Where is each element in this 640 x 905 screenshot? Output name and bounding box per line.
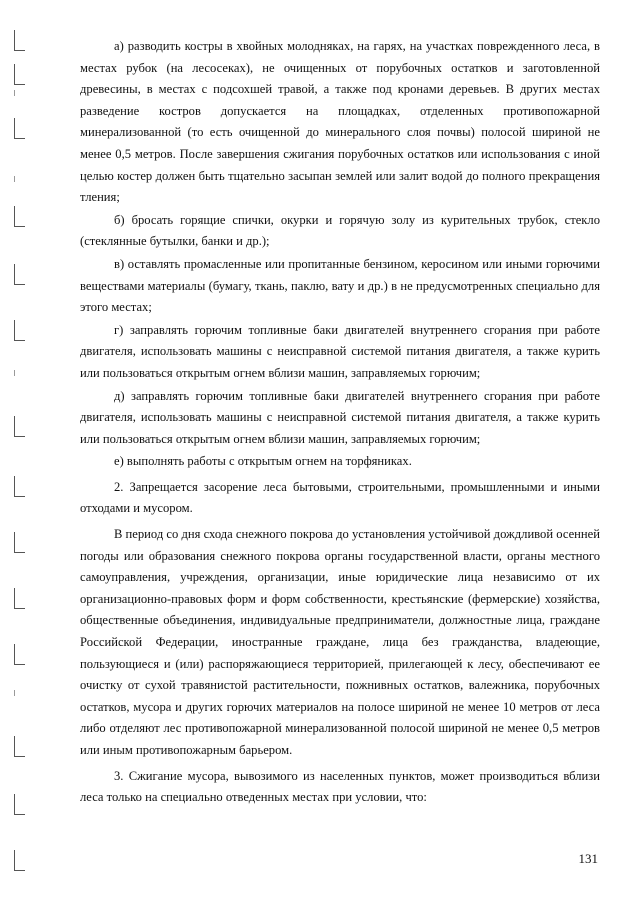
binding-mark: [14, 736, 25, 757]
page-number: 131: [578, 851, 598, 866]
binding-mark: [14, 588, 25, 609]
binding-mark: [14, 206, 25, 227]
binding-mark: [14, 264, 25, 285]
binding-margin: [6, 20, 26, 880]
binding-mark: [14, 690, 21, 696]
document-body: [80, 36, 600, 809]
paragraph-e: е) выполнять работы с открытым огнем на торфяниках.: [114, 454, 412, 469]
paragraph-3: 3. Сжигание мусора, вывозимого из населенных пунктов, может производиться вблизи леса только на специально отведенных местах при условии, что:: [80, 768, 600, 805]
binding-mark: [14, 90, 21, 96]
binding-mark: [14, 850, 25, 871]
paragraph-g: г) заправлять горючим топливные баки двигателей внутреннего сгорания при работе двигателя, использовать машины с неисправной системой питания двигателя, а также курить или пользоваться открытым огнем вблизи машин, заправляемых горючим;: [80, 322, 600, 380]
binding-mark: [14, 118, 25, 139]
paragraph-period: В период со дня схода снежного покрова до установления устойчивой дождливой осенней погоды или образования снежного покрова органы государственной власти, органы местного самоуправления, учреждения, организации, иные юридические лица независимо от их организационно-правовых форм и форм собственности, крестьянские (фермерские) хозяйства, общественные объединения, индивидуальные предприниматели, должностные лица, граждане Российской Федерации, иностранные граждане, лица без гражданства, владеющие, пользующиеся и (или) распоряжающиеся территорией, прилегающей к лесу, обеспечивают ее очистку от сухой травянистой растительности, пожнивных остатков, валежника, порубочных остатков, мусора и других горючих материалов на полосе шириной не менее 10 метров от леса либо отделяют лес противопожарной минерализованной полосой шириной не менее 0,5 метров или иным противопожарным барьером.: [80, 527, 600, 757]
binding-mark: [14, 370, 21, 376]
binding-mark: [14, 176, 21, 182]
paragraph-d: д) заправлять горючим топливные баки двигателей внутреннего сгорания при работе двигателя, использовать машины с неисправной системой питания двигателя, а также курить или пользоваться открытым огнем вблизи машин, заправляемых горючим;: [80, 388, 600, 446]
paragraph-a: а) разводить костры в хвойных молодняках, на гарях, на участках поврежденного леса, в местах рубок (на лесосеках), не очищенных от порубочных остатков и заготовленной древесины, в местах с подсохшей травой, а также под кронами деревьев. В других местах разведение костров допускается на площадках, отделенных противопожарной минерализованной (то есть очищенной до минерального слоя почвы) полосой шириной не менее 0,5 метров. После завершения сжигания порубочных остатков или использования с иной целью костер должен быть тщательно засыпан землей или залит водой до полного прекращения тления;: [80, 39, 600, 205]
binding-mark: [14, 320, 25, 341]
binding-mark: [14, 64, 25, 85]
paragraph-b: б) бросать горящие спички, окурки и горячую золу из курительных трубок, стекло (стеклянные бутылки, банки и др.);: [80, 212, 600, 249]
binding-mark: [14, 30, 25, 51]
binding-mark: [14, 644, 25, 665]
binding-mark: [14, 416, 25, 437]
paragraph-v: в) оставлять промасленные или пропитанные бензином, керосином или иными горючими веществами материалы (бумагу, ткань, паклю, вату и др.) в не предусмотренных специально для этого местах;: [80, 256, 600, 315]
binding-mark: [14, 794, 25, 815]
binding-mark: [14, 476, 25, 497]
binding-mark: [14, 532, 25, 553]
paragraph-2: 2. Запрещается засорение леса бытовыми, строительными, промышленными и иными отходами и мусором.: [80, 479, 600, 516]
